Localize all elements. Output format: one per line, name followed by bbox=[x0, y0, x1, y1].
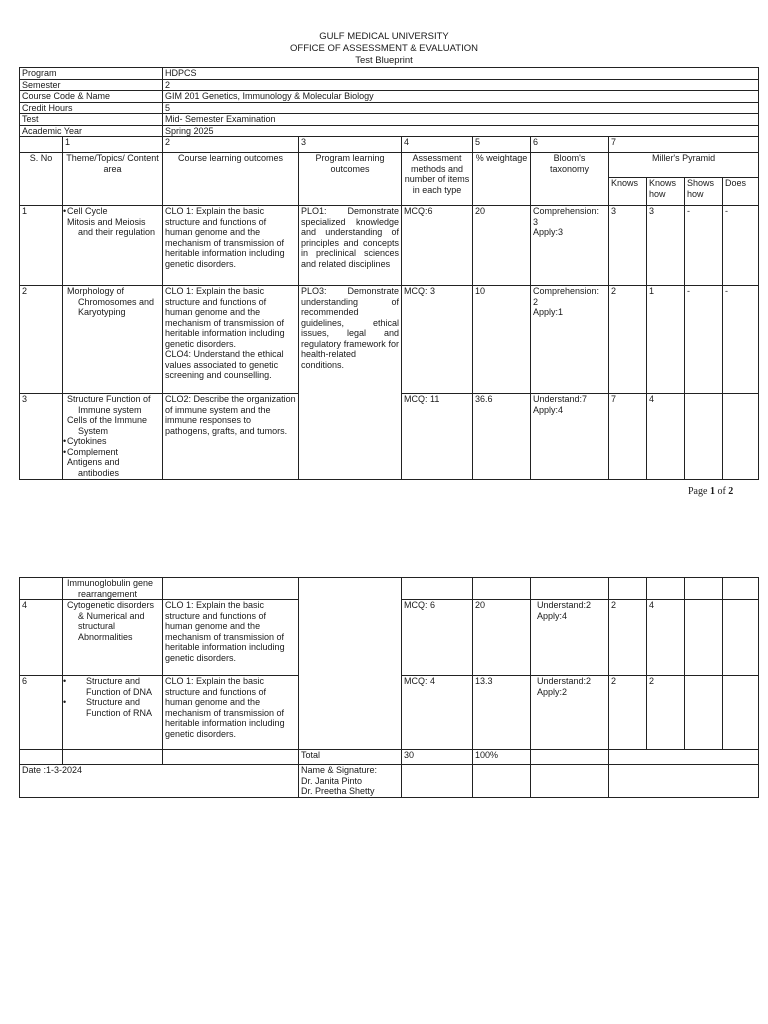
header-bloom: Bloom's taxonomy bbox=[531, 153, 609, 206]
bloom-entry: Apply:1 bbox=[533, 307, 564, 317]
row-sno: 4 bbox=[20, 600, 63, 676]
column-number-row bbox=[20, 137, 759, 153]
topic-item: • Morphology of Chromosomes and Karyotyping bbox=[65, 286, 160, 318]
column-number: 1 bbox=[63, 137, 163, 153]
empty-cell bbox=[402, 578, 473, 600]
total-label: Total bbox=[299, 750, 402, 765]
empty-cell bbox=[685, 676, 723, 750]
info-label: Semester bbox=[20, 79, 163, 91]
topic-item: • Structure Function of Immune system bbox=[65, 394, 160, 415]
empty-cell bbox=[299, 578, 402, 750]
row-clo: CLO 1: Explain the basic structure and functions of human genome and the mechanism of transmission of heritable information including genetic disorders. bbox=[163, 600, 299, 676]
document-title: Test Blueprint bbox=[355, 55, 413, 66]
header-miller: Miller's Pyramid bbox=[609, 153, 759, 178]
row-bloom bbox=[531, 206, 609, 286]
table-row bbox=[20, 286, 759, 394]
column-number-blank bbox=[20, 137, 63, 153]
signatory-name: Dr. Preetha Shetty bbox=[301, 786, 375, 796]
empty-cell bbox=[473, 578, 531, 600]
header-clo: Course learning outcomes bbox=[163, 153, 299, 206]
info-label: Academic Year bbox=[20, 125, 163, 137]
column-header-row bbox=[20, 153, 759, 178]
bloom-entry: Understand:2 bbox=[537, 676, 592, 686]
header-does: Does bbox=[723, 178, 759, 206]
info-value: Spring 2025 bbox=[163, 125, 759, 137]
topic-item: • Immunoglobulin gene rearrangement bbox=[65, 578, 160, 599]
row-knows-how: 3 bbox=[647, 206, 685, 286]
row-shows-how: - bbox=[685, 206, 723, 286]
empty-cell bbox=[531, 750, 609, 765]
row-knows: 3 bbox=[609, 206, 647, 286]
topic-item: • Structure and Function of DNA bbox=[65, 676, 160, 697]
signature-label: Name & Signature: bbox=[301, 765, 378, 775]
row-plo1: PLO1: Demonstrate specialized knowledge and understanding of principles and concepts in preclinical sciences and related disciplines bbox=[299, 206, 402, 286]
info-label: Credit Hours bbox=[20, 102, 163, 114]
info-row bbox=[20, 114, 759, 126]
empty-cell bbox=[609, 750, 759, 765]
row-topics bbox=[63, 578, 163, 600]
info-value: GIM 201 Genetics, Immunology & Molecular Biology bbox=[163, 91, 759, 103]
row-weightage: 10 bbox=[473, 286, 531, 394]
column-number: 5 bbox=[473, 137, 531, 153]
row-shows-how bbox=[685, 394, 723, 480]
column-number: 7 bbox=[609, 137, 759, 153]
bloom-entry: Apply:2 bbox=[537, 686, 568, 697]
row-sno: 6 bbox=[20, 676, 63, 750]
row-does bbox=[723, 394, 759, 480]
row-knows: 2 bbox=[609, 600, 647, 676]
info-row bbox=[20, 91, 759, 103]
total-weight: 100% bbox=[473, 750, 531, 765]
row-sno: 2 bbox=[20, 286, 63, 394]
row-plo3: PLO3: Demonstrate understanding of recommended guidelines, ethical issues, legal and regulatory framework for health-related conditions. bbox=[299, 286, 402, 480]
bloom-entry: Apply:4 bbox=[537, 610, 568, 621]
row-knows: 7 bbox=[609, 394, 647, 480]
row-topics bbox=[63, 600, 163, 676]
empty-cell bbox=[402, 765, 473, 798]
row-clo: CLO 1: Explain the basic structure and functions of human genome and the mechanism of transmission of heritable information including genetic disorders. bbox=[163, 676, 299, 750]
info-label: Program bbox=[20, 68, 163, 80]
row-does: - bbox=[723, 286, 759, 394]
header-assessment: Assessment methods and number of items in each type bbox=[402, 153, 473, 206]
topic-item: • Structure and Function of RNA bbox=[65, 697, 160, 718]
bloom-entry: Comprehension: 2 bbox=[533, 286, 600, 307]
row-clo: CLO 1: Explain the basic structure and functions of human genome and the mechanism of transmission of heritable information including genetic disorders. bbox=[163, 206, 299, 286]
total-items: 30 bbox=[402, 750, 473, 765]
info-row bbox=[20, 102, 759, 114]
signature-block bbox=[299, 765, 402, 798]
office-name: OFFICE OF ASSESSMENT & EVALUATION bbox=[290, 43, 478, 54]
topic-item: • Mitosis and Meiosis and their regulation bbox=[65, 217, 160, 238]
info-row bbox=[20, 68, 759, 80]
row-topics bbox=[63, 394, 163, 480]
row-bloom bbox=[531, 286, 609, 394]
header-knows-how: Knows how bbox=[647, 178, 685, 206]
row-sno: 3 bbox=[20, 394, 63, 480]
column-number: 4 bbox=[402, 137, 473, 153]
empty-cell bbox=[20, 578, 63, 600]
topic-item: • Cells of the Immune System bbox=[65, 415, 160, 436]
page-prefix: Page bbox=[688, 486, 708, 497]
row-clo: CLO2: Describe the organization of immune system and the immune responses to pathogens, grafts, and tumors. bbox=[163, 394, 299, 480]
row-knows-how: 1 bbox=[647, 286, 685, 394]
row-weightage: 36.6 bbox=[473, 394, 531, 480]
empty-cell bbox=[723, 676, 759, 750]
row-weightage: 20 bbox=[473, 600, 531, 676]
info-value: 5 bbox=[163, 102, 759, 114]
empty-cell bbox=[609, 765, 759, 798]
row-weightage: 13.3 bbox=[473, 676, 531, 750]
row-assessment: MCQ:6 bbox=[402, 206, 473, 286]
empty-cell bbox=[685, 578, 723, 600]
column-number: 6 bbox=[531, 137, 609, 153]
empty-cell bbox=[531, 765, 609, 798]
column-number: 3 bbox=[299, 137, 402, 153]
empty-cell bbox=[163, 578, 299, 600]
info-value: 2 bbox=[163, 79, 759, 91]
row-assessment: MCQ: 3 bbox=[402, 286, 473, 394]
empty-cell bbox=[685, 600, 723, 676]
bloom-entry: Apply:3 bbox=[533, 227, 564, 237]
blueprint-table-page2 bbox=[19, 577, 759, 798]
empty-cell bbox=[609, 578, 647, 600]
header-theme: Theme/Topics/ Content area bbox=[63, 153, 163, 206]
row-shows-how: - bbox=[685, 286, 723, 394]
row-assessment: MCQ: 6 bbox=[402, 600, 473, 676]
page-number bbox=[688, 486, 733, 497]
row-topics bbox=[63, 676, 163, 750]
table-row-continued bbox=[20, 578, 759, 600]
header-shows-how: Shows how bbox=[685, 178, 723, 206]
info-label: Test bbox=[20, 114, 163, 126]
header-knows: Knows bbox=[609, 178, 647, 206]
empty-cell bbox=[647, 578, 685, 600]
header-plo: Program learning outcomes bbox=[299, 153, 402, 206]
topic-item: • Cell Cycle bbox=[65, 206, 160, 217]
clo-extra-text: CLO4: Understand the ethical values associated to genetic screening and counselling. bbox=[165, 349, 284, 380]
row-bloom bbox=[531, 676, 609, 750]
row-knows-how: 4 bbox=[647, 394, 685, 480]
blueprint-table-page1 bbox=[19, 67, 759, 480]
page-current: 1 bbox=[709, 486, 715, 497]
row-knows-how: 2 bbox=[647, 676, 685, 750]
row-knows-how: 4 bbox=[647, 600, 685, 676]
row-sno: 1 bbox=[20, 206, 63, 286]
clo-text: CLO 1: Explain the basic structure and functions of human genome and the mechanism of transmission of heritable information including genetic disorders. bbox=[165, 286, 285, 349]
row-assessment: MCQ: 4 bbox=[402, 676, 473, 750]
row-topics bbox=[63, 206, 163, 286]
header-sno: S. No bbox=[20, 153, 63, 206]
row-does: - bbox=[723, 206, 759, 286]
empty-cell bbox=[723, 600, 759, 676]
empty-cell bbox=[473, 765, 531, 798]
page-of: of bbox=[717, 486, 726, 497]
page-total: 2 bbox=[728, 486, 734, 497]
empty-cell bbox=[723, 578, 759, 600]
empty-cell bbox=[531, 578, 609, 600]
bloom-entry: Understand:7 bbox=[533, 394, 588, 404]
column-number: 2 bbox=[163, 137, 299, 153]
row-bloom bbox=[531, 394, 609, 480]
signatory-name: Dr. Janita Pinto bbox=[301, 775, 363, 786]
empty-cell bbox=[63, 750, 163, 765]
topic-item: • Antigens and antibodies bbox=[65, 457, 160, 478]
row-topics bbox=[63, 286, 163, 394]
info-value: Mid- Semester Examination bbox=[163, 114, 759, 126]
bloom-entry: Understand:2 bbox=[537, 600, 592, 610]
row-weightage: 20 bbox=[473, 206, 531, 286]
header-weightage: % weightage bbox=[473, 153, 531, 206]
empty-cell bbox=[163, 750, 299, 765]
date-text: Date :1-3-2024 bbox=[20, 765, 299, 798]
row-knows: 2 bbox=[609, 676, 647, 750]
info-value: HDPCS bbox=[163, 68, 759, 80]
info-row bbox=[20, 125, 759, 137]
topic-item: • Cytogenetic disorders & Numerical and structural Abnormalities bbox=[65, 600, 160, 642]
empty-cell bbox=[20, 750, 63, 765]
topic-item: • Cytokines bbox=[65, 436, 160, 447]
topic-item: • Complement bbox=[65, 447, 160, 458]
info-row bbox=[20, 79, 759, 91]
row-bloom bbox=[531, 600, 609, 676]
info-label: Course Code & Name bbox=[20, 91, 163, 103]
row-assessment: MCQ: 11 bbox=[402, 394, 473, 480]
bloom-entry: Comprehension: 3 bbox=[533, 206, 600, 227]
table-row bbox=[20, 206, 759, 286]
row-clo bbox=[163, 286, 299, 394]
signature-row bbox=[20, 765, 759, 798]
total-row bbox=[20, 750, 759, 765]
bloom-entry: Apply:4 bbox=[533, 404, 564, 415]
university-name: GULF MEDICAL UNIVERSITY bbox=[319, 31, 449, 42]
row-knows: 2 bbox=[609, 286, 647, 394]
